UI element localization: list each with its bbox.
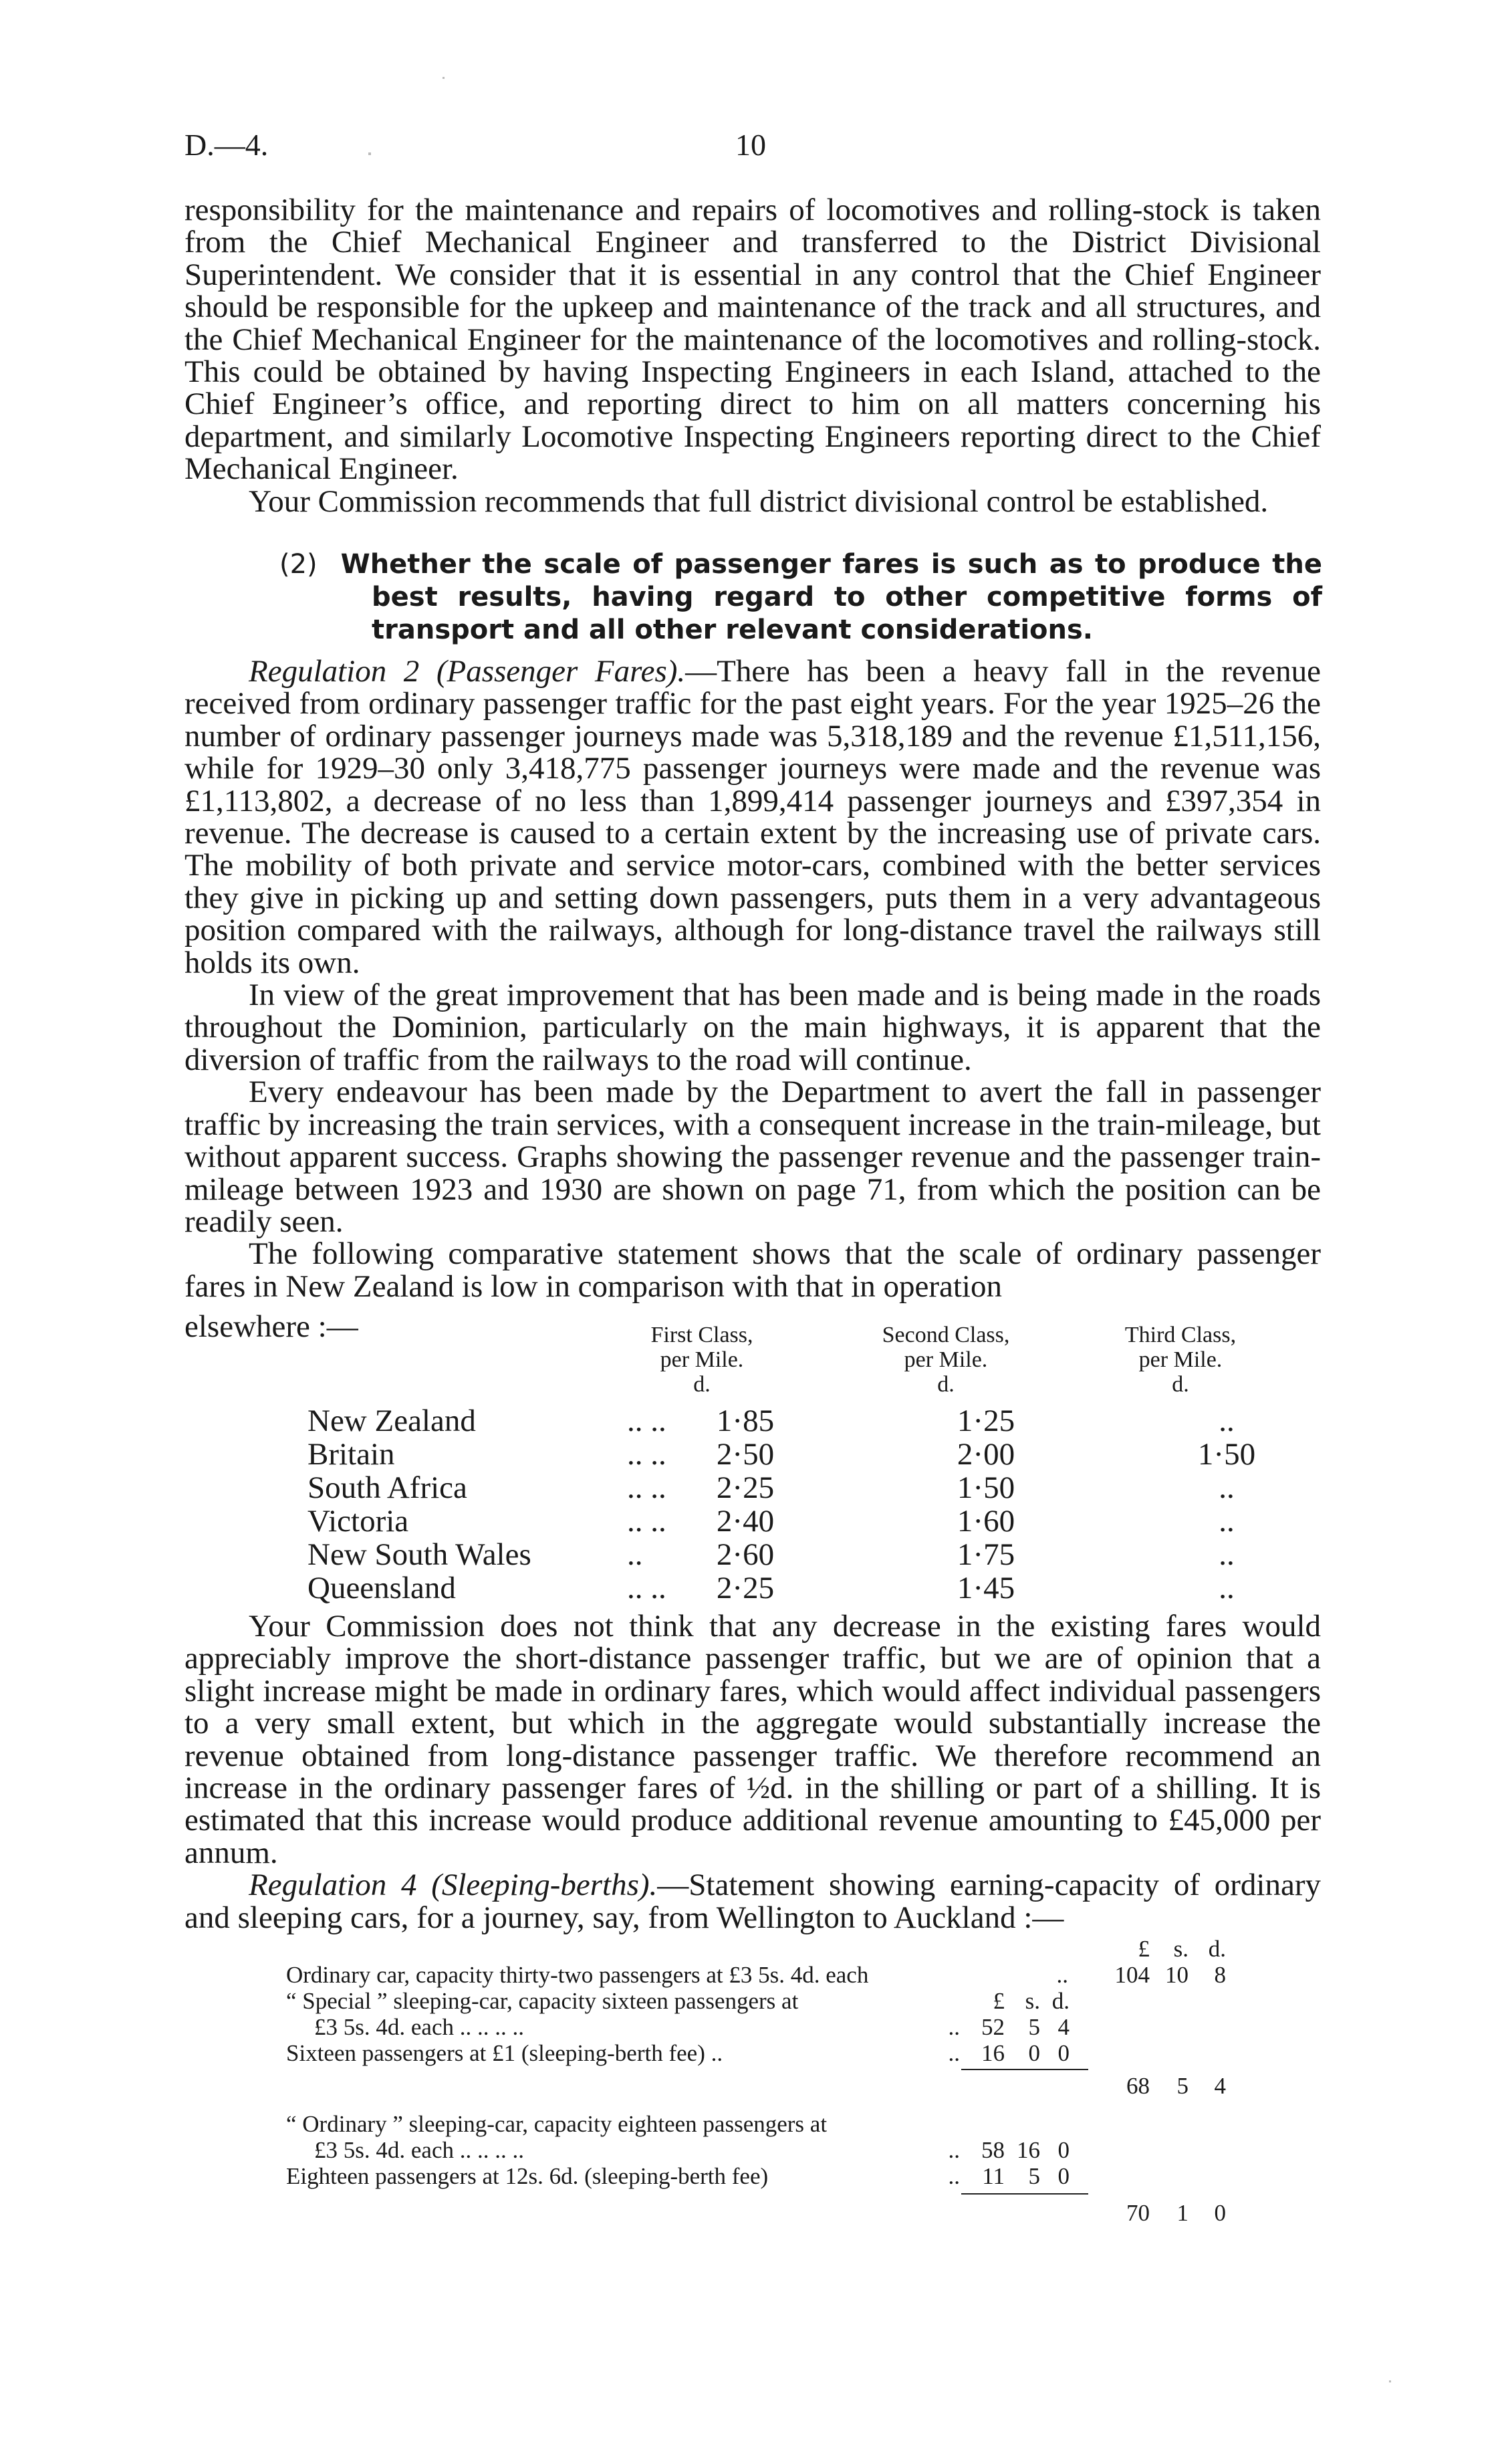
table-row: South Africa .. .. 2·25 1·50 .. [307,1470,1235,1505]
paragraph-train-services: Every endeavour has been made by the Department to avert the fall in passenger traffic by increasing the train services, with a consequent increase in the train-mileage, but without apparent success. Graphs showing the passenger revenue and the passenger train-mileage between 1923 and 1930 are shown on page 71, from which the position can be readily seen. [184,1075,1321,1239]
account-line: Ordinary car, capacity thirty-two passengers at £3 5s. 4d. each .. 104 10 8 [286,1962,1226,1988]
scan-speck [1389,2380,1391,2382]
outer-column-header: £ s. d. [1138,1936,1226,1962]
account-line: “ Ordinary ” sleeping-car, capacity eighteen passengers at [286,2111,828,2137]
column-header-first-class: First Class, per Mile. d. [650,1323,753,1397]
fares-intro-tail: elsewhere :— [184,1309,358,1344]
table-row: New South Wales .. 2·60 1·75 .. [307,1537,1235,1572]
section-heading [279,548,1322,647]
table-row: New Zealand .. .. 1·85 1·25 .. [307,1404,1235,1438]
scan-speck [443,77,445,79]
section-number: (2) [279,549,318,580]
paragraph-responsibility: responsibility for the maintenance and repairs of locomotives and rolling-stock is taken from the Chief Mechanical Engineer and transferred to the District Divisional Superintendent. We consider that it is essential in any control that the Chief Engineer should be responsible for the upkeep and maintenance of the track and all structures, and the Chief Mechanical Engineer for the maintenance of the locomotives and rolling-stock. This could be obtained by having Inspecting Engineers in each Island, attached to the Chief Engineer’s office, and reporting direct to him on all matters concerning his department, and similarly Locomotive Inspecting Engineers reporting direct to the Chief Mechanical Engineer. [184,193,1321,487]
document-reference: D.—4. [184,128,269,162]
account-line: £3 5s. 4d. each .. .. .. .. .. 58 16 0 [314,2137,1070,2163]
conclusions-text [184,1610,1321,1934]
regulation-4-label: Regulation 4 (Sleeping-berths). [249,1868,658,1903]
table-row: Queensland .. .. 2·25 1·45 .. [307,1571,1235,1605]
opening-text [184,194,1321,518]
section-title: Whether the scale of passenger fares is such as to produce the best results, having regard to other competitive forms of transport and all other relevant considerations. [340,549,1322,645]
table-row: Victoria .. .. 2·40 1·60 .. [307,1504,1235,1539]
column-header-second-class: Second Class, per Mile. d. [882,1323,1010,1397]
earning-capacity-statement [286,1936,1226,2283]
account-subtotal: 70 1 0 [1126,2200,1226,2226]
subtotal-rule [961,2193,1088,2195]
paragraph-fare-increase: Your Commission does not think that any decrease in the existing fares would appreciably improve the short-distance passenger traffic, but we are of opinion that a slight increase might be made in ordinary fares, which would affect individual passengers to a very small extent, but which in the aggregate would substantially increase the revenue obtained from long-distance passenger traffic. We therefore recommend an increase in the ordinary passenger fares of ½d. in the shilling or part of a shilling. It is estimated that this increase would produce additional revenue amounting to £45,000 per annum. [184,1609,1321,1870]
account-line: “ Special ” sleeping-car, capacity sixteen passengers at £ s. d. [286,1988,1070,2014]
account-line: Eighteen passengers at 12s. 6d. (sleeping-berth fee) .. 11 5 0 [286,2163,1070,2189]
fares-discussion [184,655,1321,1303]
paragraph-regulation-4 [184,1869,1321,1934]
regulation-2-text: —There has been a heavy fall in the revenue received from ordinary passenger traffic for the past eight years. For the year 1925–26 the number of ordinary passenger journeys made was 5,318,189 and the revenue £1,511,156, while for 1929–30 only 3,418,775 passenger journeys were made and the revenue was £1,113,802, a decrease of no less than 1,899,414 passenger journeys and £397,354 in revenue. The decrease is caused to a certain extent by the increasing use of private cars. The mobility of both private and service motor-cars, combined with the better services they give in picking up and setting down passengers, puts them in a very advantageous position compared with the railways, although for long-distance travel the railways still holds its own. [184,654,1321,980]
account-line: Sixteen passengers at £1 (sleeping-berth fee) .. .. 16 0 0 [286,2040,1070,2066]
paragraph-recommendation-divisional-control: Your Commission recommends that full district divisional control be established. [249,483,1269,519]
scan-speck [368,152,371,155]
subtotal-rule [961,2069,1088,2070]
paragraph-regulation-2 [184,655,1321,979]
regulation-4-text: —Statement showing earning-capacity of ordinary and sleeping cars, for a journey, say, from Wellington to Auckland :— [184,1868,1321,1935]
table-row: Britain .. .. 2·50 2·00 1·50 [307,1437,1256,1472]
account-subtotal: 68 5 4 [1126,2073,1226,2099]
page-number: 10 [735,128,766,162]
paragraph-comparative-statement: The following comparative statement shows that the scale of ordinary passenger fares in New Zealand is low in comparison with that in operation [184,1236,1321,1304]
column-header-third-class: Third Class, per Mile. d. [1124,1323,1237,1397]
account-line: £3 5s. 4d. each .. .. .. .. .. 52 5 4 [314,2014,1070,2040]
regulation-2-label: Regulation 2 (Passenger Fares). [249,654,686,689]
paragraph-roads: In view of the great improvement that has been made and is being made in the roads throughout the Dominion, particularly on the main highways, it is apparent that the diversion of traffic from the railways to the road will continue. [184,978,1321,1077]
